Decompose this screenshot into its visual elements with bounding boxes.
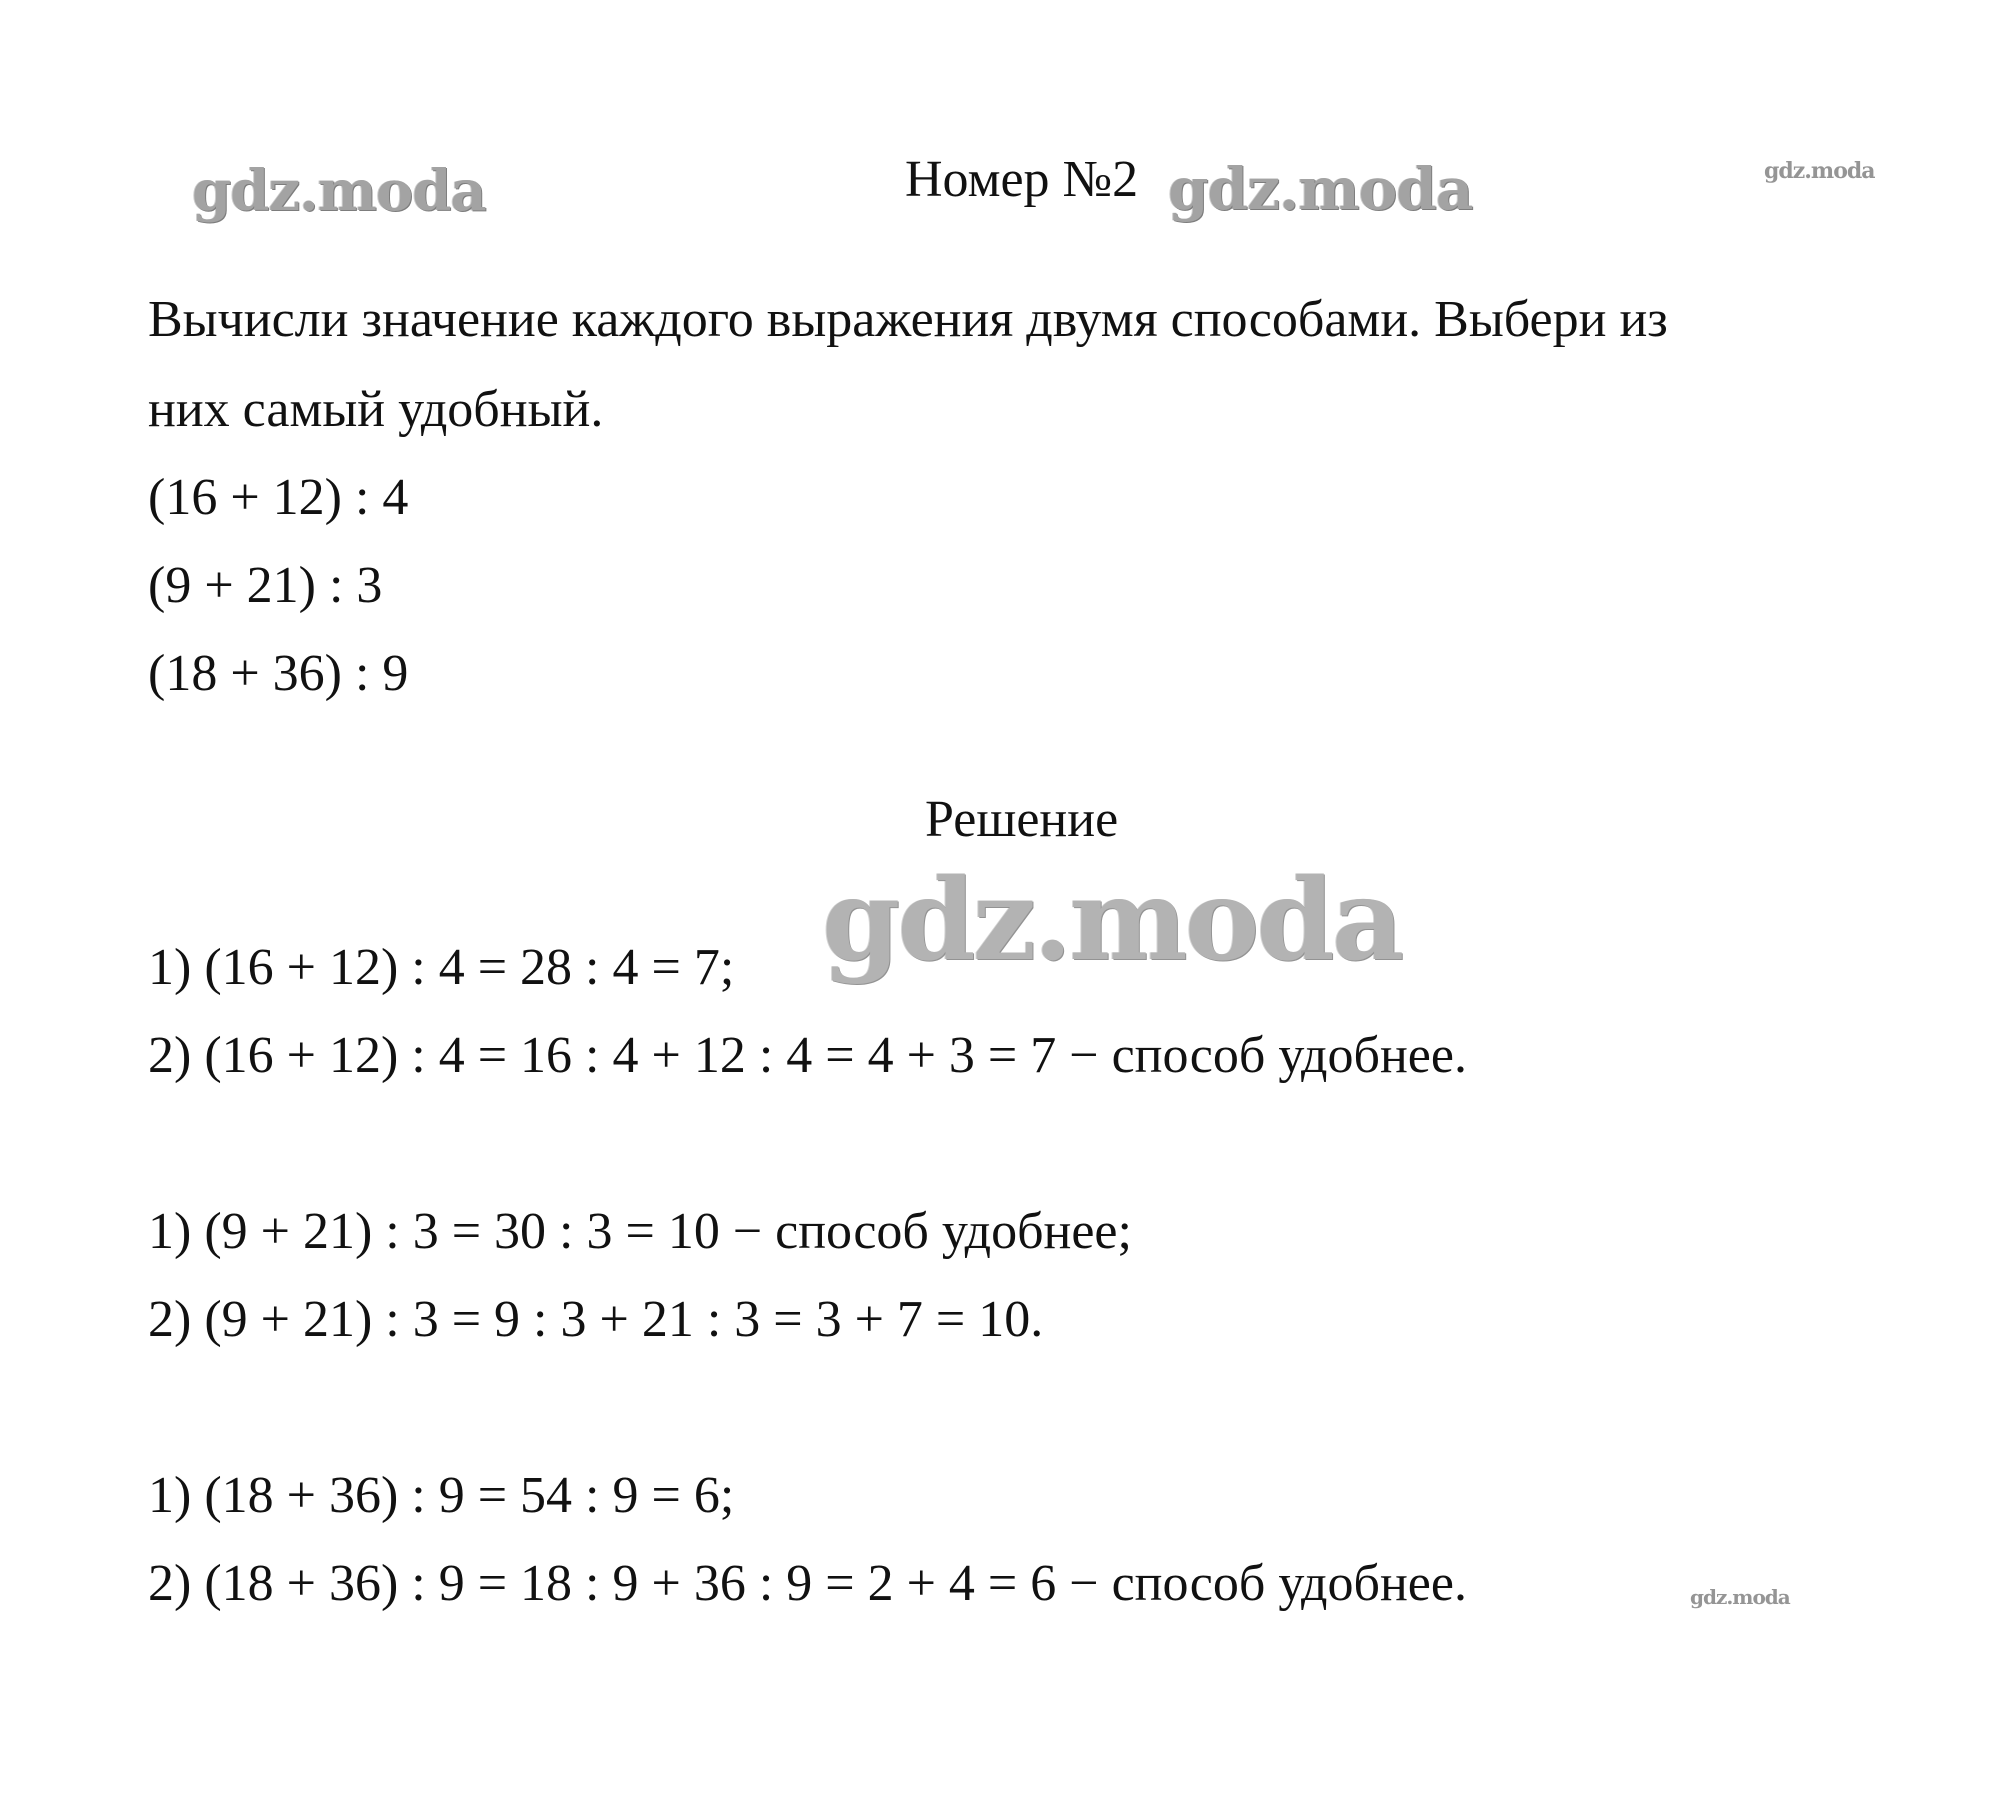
solution-group-2-line-2: 2) (9 + 21) : 3 = 9 : 3 + 21 : 3 = 3 + 7 = 10. <box>148 1291 1044 1348</box>
watermark-logo: gdz.moda <box>822 855 1402 986</box>
solution-group-3-line-1: 1) (18 + 36) : 9 = 54 : 9 = 6; <box>148 1467 735 1524</box>
watermark-logo: gdz.moda <box>1764 158 1875 184</box>
page-title: Номер №2 <box>905 151 1139 208</box>
watermark-logo: gdz.moda <box>192 158 486 224</box>
watermark-logo: gdz.moda <box>1168 155 1473 223</box>
task-expression-1: (16 + 12) : 4 <box>148 469 409 526</box>
solution-group-2-line-1: 1) (9 + 21) : 3 = 30 : 3 = 10 − способ удобнее; <box>148 1203 1132 1260</box>
solution-group-3-line-2: 2) (18 + 36) : 9 = 18 : 9 + 36 : 9 = 2 + 4 = 6 − способ удобнее. <box>148 1555 1467 1612</box>
solution-heading: Решение <box>925 791 1119 848</box>
task-text-line-1: Вычисли значение каждого выражения двумя способами. Выбери из <box>148 291 1668 348</box>
task-expression-3: (18 + 36) : 9 <box>148 645 409 702</box>
solution-group-1-line-2: 2) (16 + 12) : 4 = 16 : 4 + 12 : 4 = 4 + 3 = 7 − способ удобнее. <box>148 1027 1467 1084</box>
task-expression-2: (9 + 21) : 3 <box>148 557 383 614</box>
task-text-line-2: них самый удобный. <box>148 381 604 438</box>
watermark-logo: gdz.moda <box>1690 1585 1790 1609</box>
solution-group-1-line-1: 1) (16 + 12) : 4 = 28 : 4 = 7; <box>148 939 735 996</box>
